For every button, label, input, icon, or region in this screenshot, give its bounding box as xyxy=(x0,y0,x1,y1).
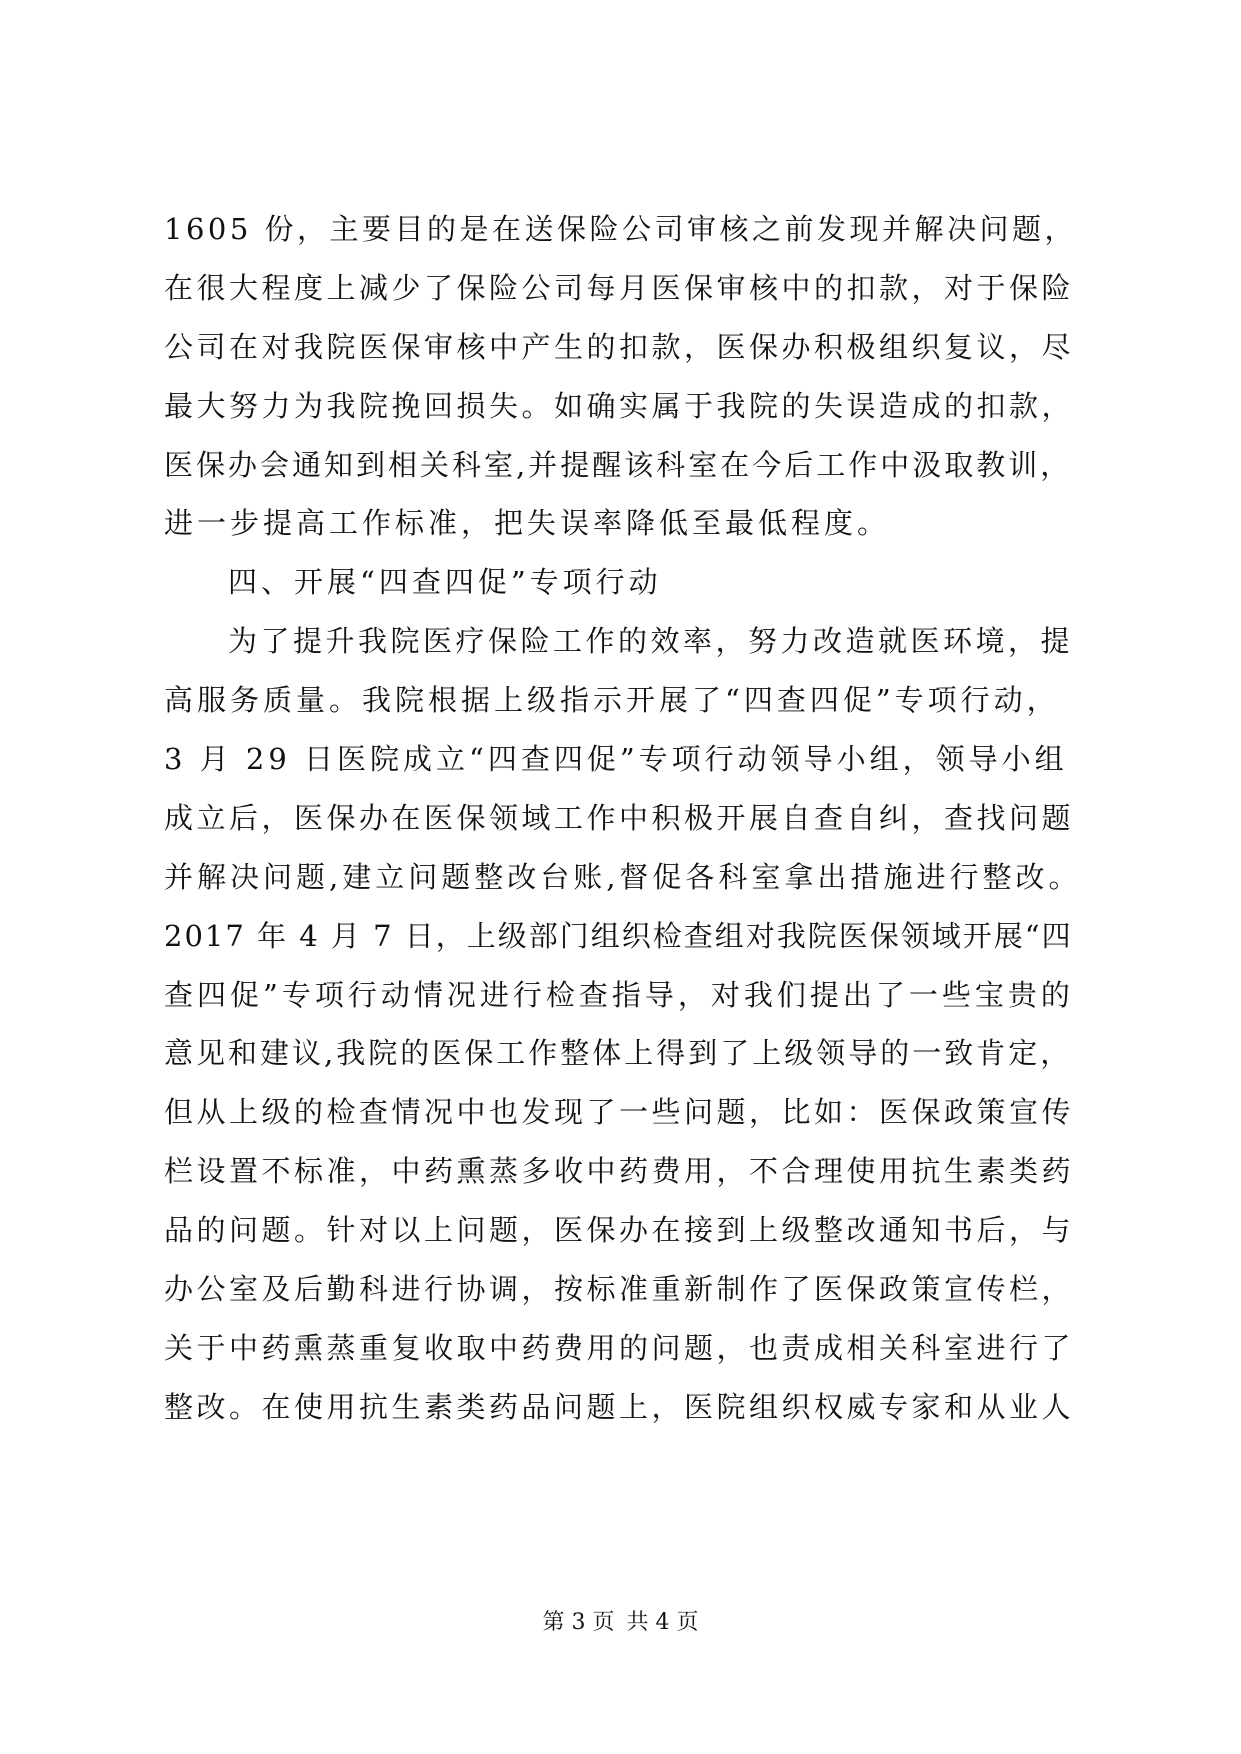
text-line: 为了提升我院医疗保险工作的效率，努力改造就医环境，提 xyxy=(228,624,1074,659)
text-line: 栏设置不标准，中药熏蒸多收中药费用，不合理使用抗生素类药 xyxy=(164,1154,1075,1189)
text-line: 查四促”专项行动情况进行检查指导，对我们提出了一些宝贵的 xyxy=(164,977,1074,1012)
text-line: 意见和建议,我院的医保工作整体上得到了上级领导的一致肯定， xyxy=(164,1036,1073,1071)
text-line: 1605 份，主要目的是在送保险公司审核之前发现并解决问题， xyxy=(164,212,1078,246)
text-line: 但从上级的检查情况中也发现了一些问题，比如：医保政策宣传 xyxy=(164,1095,1075,1130)
document-body xyxy=(164,200,1084,1437)
text-line: 最大努力为我院挽回损失。如确实属于我院的失误造成的扣款， xyxy=(164,388,1075,423)
section-heading: 四、开展“四查四促”专项行动 xyxy=(228,565,662,600)
page-footer xyxy=(0,1608,1241,1638)
text-line: 并解决问题,建立问题整改台账,督促各科室拿出措施进行整改。 xyxy=(164,859,1082,894)
page-number: 第 3 页 xyxy=(542,1610,615,1635)
text-line: 在很大程度上减少了保险公司每月医保审核中的扣款，对于保险 xyxy=(164,270,1075,305)
text-line: 品的问题。针对以上问题，医保办在接到上级整改通知书后，与 xyxy=(164,1213,1075,1248)
text-line: 进一步提高工作标准，把失误率降低至最低程度。 xyxy=(164,506,891,541)
text-line: 整改。在使用抗生素类药品问题上，医院组织权威专家和从业人 xyxy=(164,1389,1075,1424)
text-line: 公司在对我院医保审核中产生的扣款，医保办积极组织复议，尽 xyxy=(164,329,1075,364)
text-line: 高服务质量。我院根据上级指示开展了“四查四促”专项行动， xyxy=(164,683,1060,718)
page-total: 共 4 页 xyxy=(626,1610,699,1635)
text-line: 2017 年 4 月 7 日，上级部门组织检查组对我院医保领域开展“四 xyxy=(164,918,1073,953)
text-line: 医保办会通知到相关科室,并提醒该科室在今后工作中汲取教训， xyxy=(164,447,1073,482)
text-line: 办公室及后勤科进行协调，按标准重新制作了医保政策宣传栏， xyxy=(164,1272,1075,1307)
text-line: 3 月 29 日医院成立“四查四促”专项行动领导小组，领导小组 xyxy=(164,742,1068,777)
text-line: 关于中药熏蒸重复收取中药费用的问题，也责成相关科室进行了 xyxy=(164,1330,1075,1365)
text-line: 成立后，医保办在医保领域工作中积极开展自查自纠，查找问题 xyxy=(164,800,1075,835)
